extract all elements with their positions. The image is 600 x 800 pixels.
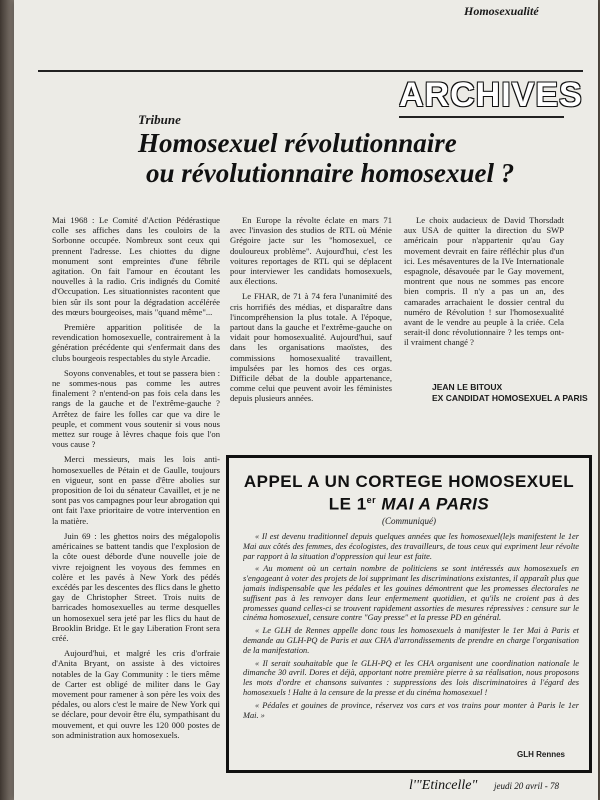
appeal-title-line1: APPEL A UN CORTEGE HOMOSEXUEL <box>243 472 575 491</box>
paragraph: En Europe la révolte éclate en mars 71 avec l'invasion des studios de RTL où Ménie Grégoire jacte sur les "homosexuel, ce douloureux problème". Aujourd'hui, c'est les voitures reportages de RTL qui se déplacent pour interviewer les candidats homosexuels, aux élections. <box>230 215 392 287</box>
paragraph: Mai 1968 : Le Comité d'Action Pédérastique colle ses affiches dans les couloirs de la Sorbonne occupée. Nombreux sont ceux qui prennent l'adresse. Les chiottes du digne monument sont empreintes d'une fébrile agitation. On fait l'amour en écoutant les nouvelles à la radio. Cris indignés du Comité d'Occupation. Les situationnistes racontent que bien sûr ils sont pour la dégradation accélérée des mœurs bourgeoises, mais "quand même"... <box>52 215 220 317</box>
appeal-signature: GLH Rennes <box>517 750 566 759</box>
paragraph: Aujourd'hui, et malgré les cris d'orfraie d'Anita Bryant, on assiste à des victoires notables de la Gay Community : le tiers même de Carter est obligé de militer dans le Gay movement pour ramener à son père les voix des pédales, ou alors c'est le maire de New York qui se déclare, pour devoir être élu, sympathisant du mouvement, et qui ouvre les 120 000 postes de son administration aux homosexuels. <box>52 648 220 740</box>
article-title <box>138 128 588 188</box>
header-rule <box>38 70 583 72</box>
appeal-body <box>243 532 579 732</box>
publication-date: jeudi 20 avril - 78 <box>494 781 559 791</box>
section-tag: Homosexualité <box>464 4 539 18</box>
article-title-line2: ou révolutionnaire homosexuel ? <box>146 158 515 188</box>
magazine-page <box>14 0 598 800</box>
binding-edge <box>0 0 14 800</box>
article-column-3 <box>404 215 564 365</box>
paragraph: Première apparition politisée de la revendication homosexuelle, contrairement à la génération précédente qui s'enfermait dans des clubs bourgeois respectables du style Arcadie. <box>52 322 220 363</box>
appeal-paragraph: « Pédales et gouines de province, réservez vos cars et vos trains pour monter à Paris le 1er Mai. » <box>243 700 579 720</box>
article-kicker: Tribune <box>138 112 181 127</box>
appeal-paragraph: « Il est devenu traditionnel depuis quelques années que les homosexuel(le)s manifestent le 1er Mai aux côtés des femmes, des écologistes, des travailleurs, de tous ceux qui expriment leur révolte par rapport à la situation d'oppression qui leur est faite. <box>243 532 579 561</box>
article-title-line1: Homosexuel révolutionnaire <box>138 128 457 158</box>
paragraph: Le FHAR, de 71 à 74 fera l'unanimité des cris horrifiés des médias, et disparaître dans l'incompréhension la plus totale. A l'époque, partout dans la gauche et l'extrême-gauche on vidait pour homosexualité. Aujourd'hui, sauf dans les organisations maoïstes, des commissions homosexualité travaillent, impulsées par les homos des ces orgas. Difficile débat de la double appartenance, comme celui que peuvent avoir les féministes depuis plusieurs années. <box>230 291 392 404</box>
appeal-paragraph: « Au moment où un certain nombre de politiciens se sont intéressés aux homosexuels en s'engageant à voter des projets de loi supprimant les discriminations existantes, il apparaît plus que jamais indispensable que les pédales et les gouines démontrent que les promesses électorales ne suffisent pas à les renvoyer dans leur enfermement quotidien, et qu'ils ne croient pas à des promesses quand celles-ci se trouvent rapidement assorties de mesures répressives : censure sur le cinéma homosexuel, censure contre "Gay presse" et la presse PD en général. <box>243 564 579 623</box>
article-column-1 <box>52 215 220 785</box>
appeal-paragraph: « Le GLH de Rennes appelle donc tous les homosexuels à manifester le 1er Mai à Paris et demande au GLH-PQ de Paris et aux CHA d'arrondissements de prendre en charge l'organisation de la manifestation. <box>243 626 579 655</box>
signature-role: EX CANDIDAT HOMOSEXUEL A PARIS <box>432 393 588 403</box>
article-signature <box>432 382 588 404</box>
article-column-2 <box>230 215 392 445</box>
appeal-title-suffix: MAI A PARIS <box>376 494 490 514</box>
archives-rule <box>399 116 564 118</box>
signature-name: JEAN LE BITOUX <box>432 382 503 392</box>
appeal-title <box>229 472 589 514</box>
appeal-box <box>226 455 592 773</box>
appeal-title-prefix: LE 1 <box>328 494 367 514</box>
appeal-paragraph: « Il serait souhaitable que le GLH-PQ et les CHA organisent une coordination nationale le dimanche 30 avril. Dores et déjà, apportant notre première pierre à sa réalisation, nous proposons les mots d'ordre et chansons suivantes : suppressions des lois discriminatoires à l'égard des homosexuels ! Halte à la censure de la presse et du cinéma homosexuel ! <box>243 658 579 697</box>
paragraph: Soyons convenables, et tout se passera bien : ne sommes-nous pas comme les autres finalement ? n'entend-on pas fois cela dans les rangs de la gauche et de l'extrême-gauche ? Arrêtez de faire les folles car que va dire le peuple, et comment vous soutenir si vous nous mettez sur rouge à lèvres chaque fois que l'on vous cause ? <box>52 367 220 450</box>
appeal-subtitle: (Communiqué) <box>382 516 436 526</box>
archives-heading: ARCHIVES <box>399 76 583 114</box>
publication-logo: l'"Etincelle" <box>409 778 478 793</box>
paragraph: Le choix audacieux de David Thorsdadt aux USA de quitter la direction du SWP américain pour n'appartenir qu'au Gay movement devrait en faire réfléchir plus d'un ici. Les mésaventures de la IVe Internationale espagnole, désavouée par le Gay movement, montrent que nous ne sommes pas encore bien compris. Il n'y a pas un an, des camarades arrachaient le dossier central du numéro de Révolution ! sur l'homosexualité avant de le vendre au peuple à la criée. Cela serait-il donc révolutionnaire ? les temps ont-il vraiment changé ? <box>404 215 564 348</box>
appeal-title-line2 <box>229 491 589 514</box>
appeal-title-sup: er <box>366 495 377 505</box>
paragraph: Juin 69 : les ghettos noirs des mégalopolis américaines se battent tandis que l'explosion de la côte ouest déborde d'une nouvelle joie de vivre rejoignent les voyous des femmes en colère et les pavés à New York des pédés excédés par les descentes des flics dans le ghetto gay de Christopher Street. Trois nuits de barricades homosexuelles au terme desquelles un homosexuel sera jeté par les flics du haut de Brooklin Bridge. Et le gay Liberation Front sera créé. <box>52 530 220 643</box>
paragraph: Merci messieurs, mais les lois anti-homosexuelles de Pétain et de Gaulle, toujours en vigueur, sont en passe d'être abolies sur proposition de loi du sénateur Cavaillet, et je ne sont pas vos campagnes pour leur abrogation qui ont fait l'axe prioritaire de votre intervention en la matière. <box>52 454 220 526</box>
